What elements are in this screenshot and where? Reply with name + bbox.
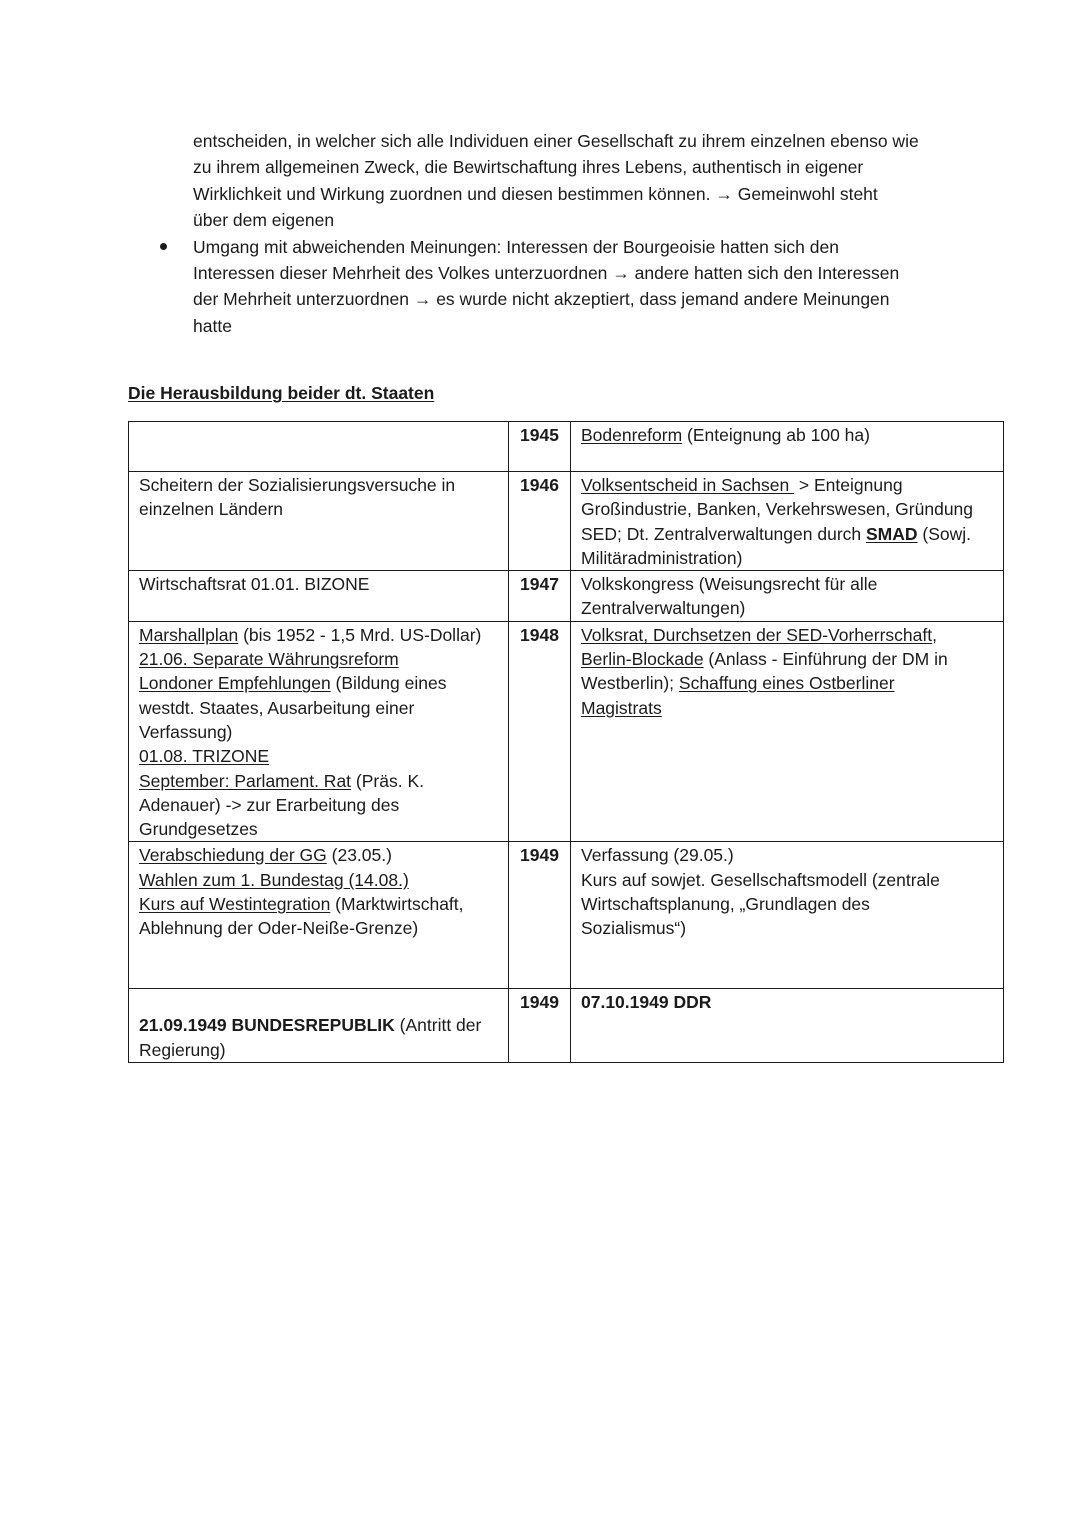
cell-line (581, 990, 999, 1014)
event-text: (Antritt der (394, 1015, 482, 1036)
table-row (129, 422, 1004, 472)
year-cell (509, 842, 571, 989)
cell-left (129, 989, 509, 1063)
event-text: , (932, 624, 937, 645)
text-line: der Mehrheit unterzuordnen → es wurde nicht akzeptiert, dass jemand andere Meinungen (193, 289, 890, 310)
year-label: 1949 (520, 845, 559, 866)
cell-line (581, 497, 999, 521)
event-text: Wahlen zum 1. Bundestag (14.08.) (139, 869, 409, 890)
cell-line (581, 596, 999, 620)
cell-line (581, 572, 999, 596)
cell-line (139, 793, 504, 817)
cell-line (139, 843, 504, 867)
table-row (129, 989, 1004, 1063)
cell-line (139, 696, 504, 720)
cell-right (571, 621, 1004, 842)
cell-left (129, 472, 509, 571)
event-text: SED; Dt. Zentralverwaltungen durch (581, 523, 866, 544)
year-cell (509, 989, 571, 1063)
event-text: (Präs. K. (351, 770, 424, 791)
event-text: SMAD (866, 523, 918, 544)
text-line: über dem eigenen (193, 210, 335, 231)
event-text: Verfassung (29.05.) (581, 845, 734, 866)
cell-line (139, 817, 504, 841)
table-row (129, 621, 1004, 842)
cell-line (139, 473, 504, 497)
event-text: westdt. Staates, Ausarbeitung einer (139, 697, 415, 718)
cell-line (139, 720, 504, 744)
event-text: Wirtschaftsrat 01.01. BIZONE (139, 574, 370, 595)
cell-left (129, 571, 509, 622)
event-text: (Enteignung ab 100 ha) (682, 425, 870, 445)
cell-right (571, 472, 1004, 571)
cell-left (129, 842, 509, 989)
event-text: Volksrat, Durchsetzen der SED-Vorherrschaft (581, 624, 933, 645)
cell-line (139, 671, 504, 695)
cell-line (139, 497, 504, 521)
cell-line (139, 1038, 504, 1062)
event-text: September: Parlament. Rat (139, 770, 352, 791)
event-text: Grundgesetzes (139, 819, 258, 840)
year-label: 1945 (520, 425, 559, 445)
cell-line (139, 744, 504, 768)
cell-right (571, 422, 1004, 472)
text-line: Interessen dieser Mehrheit des Volkes unterzuordnen → andere hatten sich den Interessen (193, 262, 900, 283)
cell-right (571, 989, 1004, 1063)
cell-line (139, 623, 504, 647)
event-text: Marshallplan (139, 624, 239, 645)
cell-right (571, 842, 1004, 989)
cell-line (139, 916, 504, 940)
year-label: 1946 (520, 475, 559, 495)
event-text: Großindustrie, Banken, Verkehrswesen, Gründung (581, 499, 974, 520)
event-text: > Enteignung (794, 475, 903, 495)
cell-left (129, 422, 509, 472)
table-row (129, 472, 1004, 571)
event-text: Verfassung) (139, 721, 233, 742)
event-text: Schaffung eines Ostberliner (678, 673, 895, 694)
cell-line (581, 647, 999, 671)
event-text: Sozialismus“) (581, 918, 687, 939)
cell-line (581, 671, 999, 695)
text-line: hatte (193, 315, 232, 336)
event-text: (bis 1952 - 1,5 Mrd. US-Dollar) (238, 624, 482, 645)
cell-line (139, 892, 504, 916)
year-label: 1949 (520, 992, 559, 1013)
text-line: Wirklichkeit und Wirkung zuordnen und diesen bestimmen können. → Gemeinwohl steht (193, 183, 878, 204)
cell-line (581, 546, 999, 570)
section-heading: Die Herausbildung beider dt. Staaten (128, 383, 435, 403)
event-text: Kurs auf sowjet. Gesellschaftsmodell (zentrale (581, 869, 940, 890)
event-text: 21.06. Separate Währungsreform (139, 649, 399, 670)
year-cell (509, 571, 571, 622)
bullet-list-item (193, 234, 899, 340)
bullet-icon (160, 243, 167, 250)
event-text: Ablehnung der Oder-Neiße-Grenze) (139, 918, 419, 939)
text-line: zu ihrem allgemeinen Zweck, die Bewirtschaftung ihres Lebens, authentisch in eigener (193, 157, 864, 178)
text-line: Umgang mit abweichenden Meinungen: Interessen der Bourgeoisie hatten sich den (193, 236, 839, 257)
text-line: entscheiden, in welcher sich alle Individuen einer Gesellschaft zu ihrem einzelnen ebenso wie (193, 131, 919, 151)
intro-paragraph (193, 128, 919, 234)
cell-line (581, 473, 999, 497)
cell-line (139, 647, 504, 671)
event-text: (Marktwirtschaft, (330, 894, 464, 915)
table-row (129, 571, 1004, 622)
table-row (129, 842, 1004, 989)
event-text: Zentralverwaltungen) (581, 598, 746, 619)
event-text: Regierung) (139, 1039, 226, 1060)
year-label: 1947 (520, 574, 559, 595)
event-text: 21.09.1949 BUNDESREPUBLIK (139, 1015, 395, 1036)
event-text: einzelnen Ländern (139, 499, 284, 520)
cell-line (139, 769, 504, 793)
event-text: (Sowj. (917, 523, 972, 544)
event-text: Bodenreform (581, 425, 683, 445)
cell-line (581, 522, 999, 546)
cell-line (581, 623, 999, 647)
event-text: Adenauer) -> zur Erarbeitung des (139, 794, 400, 815)
year-cell (509, 472, 571, 571)
event-text: Verabschiedung der GG (139, 845, 327, 866)
cell-right (571, 571, 1004, 622)
cell-line (139, 868, 504, 892)
blank-line (139, 990, 504, 1013)
cell-line (581, 916, 999, 940)
cell-line (581, 843, 999, 867)
cell-line (139, 1013, 504, 1037)
year-cell (509, 422, 571, 472)
cell-line (581, 892, 999, 916)
event-text: Volksentscheid in Sachsen (581, 475, 795, 495)
event-text: Scheitern der Sozialisierungsversuche in (139, 475, 456, 495)
cell-left (129, 621, 509, 842)
cell-line (581, 696, 999, 720)
event-text: Wirtschaftsplanung, „Grundlagen des (581, 894, 870, 915)
event-text: Kurs auf Westintegration (139, 894, 331, 915)
event-text: 01.08. TRIZONE (139, 746, 270, 767)
cell-line (139, 572, 504, 596)
timeline-table (128, 421, 1004, 1063)
event-text: Westberlin); (581, 673, 679, 694)
year-label: 1948 (520, 624, 559, 645)
event-text: Magistrats (581, 697, 662, 718)
cell-line (581, 868, 999, 892)
event-text: Berlin-Blockade (581, 649, 704, 670)
event-text: (Anlass - Einführung der DM in (703, 649, 948, 670)
year-cell (509, 621, 571, 842)
event-text: Militäradministration) (581, 547, 743, 568)
event-text: Londoner Empfehlungen (139, 673, 331, 694)
event-text: Volkskongress (Weisungsrecht für alle (581, 574, 878, 595)
event-text: (23.05.) (326, 845, 392, 866)
event-text: (Bildung eines (330, 673, 447, 694)
cell-line (581, 423, 999, 447)
event-text: 07.10.1949 DDR (581, 992, 712, 1013)
